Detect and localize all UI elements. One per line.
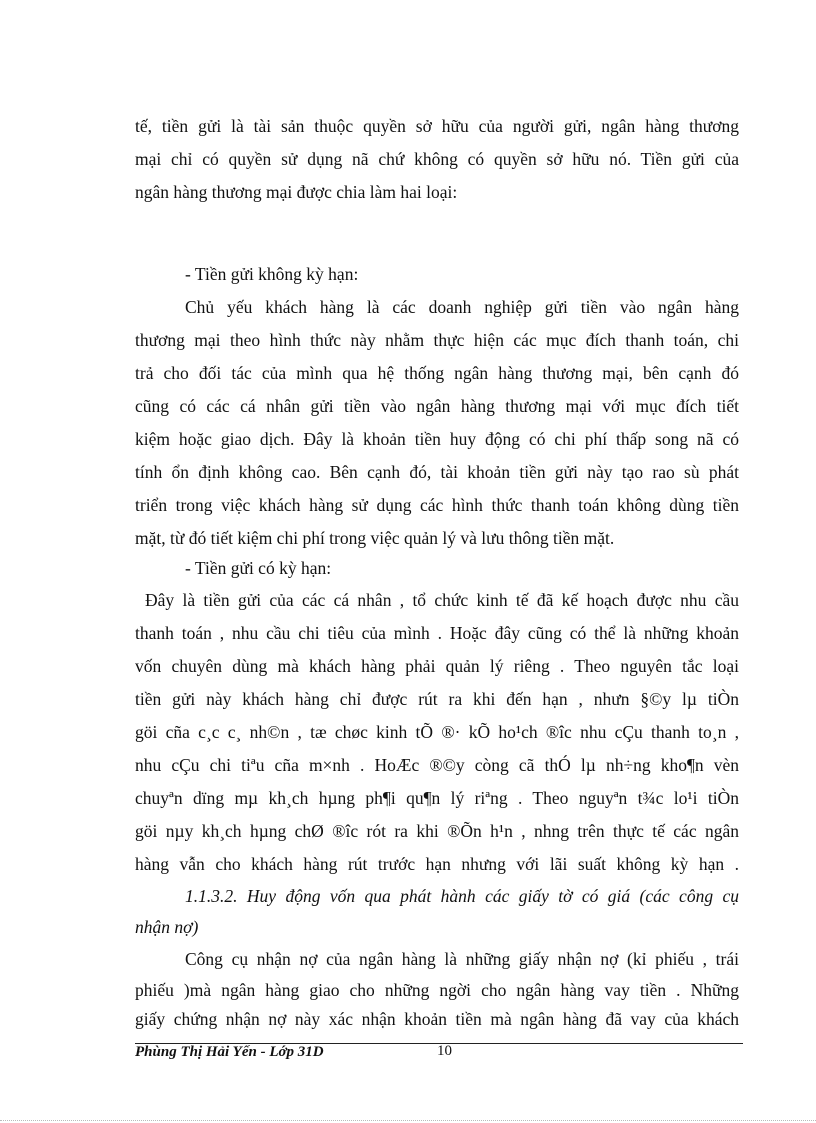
paragraph-line: göi nµy kh¸ch hµng chØ ®îc rót ra khi ®Õn h¹n , nhng trên thực tế các ngân [135,821,739,841]
page-number: 10 [437,1043,452,1059]
paragraph-line: thanh toán , nhu cầu chi tiêu của mình . Hoặc đây cũng có thể là những khoản [135,623,739,643]
paragraph-line: Chủ yếu khách hàng là các doanh nghiệp gửi tiền vào ngân hàng [185,297,739,317]
paragraph-line: tế, tiền gửi là tài sản thuộc quyền sở hữu của người gửi, ngân hàng thương [135,116,739,136]
footer-author: Phùng Thị Hải Yến - Lớp 31D [135,1044,324,1060]
paragraph-line: Đây là tiền gửi của các cá nhân , tổ chức kinh tế đã kế hoạch được nhu cầu [145,590,739,610]
page-bottom-border [0,1120,816,1121]
paragraph-line: tiền gửi này khách hàng chỉ được rút ra khi đến hạn , nhưn §©y lµ tiÒn [135,689,739,709]
paragraph-line: hàng vẫn cho khách hàng rút trước hạn nhưng với lãi suất không kỳ hạn . [135,854,739,874]
paragraph-line: giấy chứng nhận nợ này xác nhận khoản tiền mà ngân hàng đã vay của khách [135,1009,739,1029]
paragraph-line: Công cụ nhận nợ của ngân hàng là những giấy nhận nợ (kỉ phiếu , trái [185,949,739,969]
subsection-heading: 1.1.3.2. Huy động vốn qua phát hành các giấy tờ có giá (các công cụ [185,886,739,906]
paragraph-line: mại chỉ có quyền sử dụng nã chứ không có quyền sở hữu nó. Tiền gửi của [135,149,739,169]
paragraph-line: thương mại theo hình thức này nhằm thực hiện các mục đích thanh toán, chi [135,330,739,350]
paragraph-line: nhu cÇu chi tiªu cña m×nh . HoÆc ®©y còng cã thÓ lµ nh÷ng kho¶n vèn [135,755,739,775]
paragraph-line: chuyªn dïng mµ kh¸ch hµng ph¶i qu¶n lý riªng . Theo nguyªn t¾c lo¹i tiÒn [135,788,739,808]
section-heading-term-deposits: - Tiền gửi có kỳ hạn: [185,558,332,578]
paragraph-line: göi cña c¸c c¸ nh©n , tæ chøc kinh tÕ ®· kÕ ho¹ch ®îc nhu cÇu thanh to¸n , [135,722,739,742]
paragraph-line: triển trong việc khách hàng sử dụng các hình thức thanh toán không dùng tiền [135,495,739,515]
subsection-heading-continued: nhận nợ) [135,917,199,937]
paragraph-line: vốn chuyên dùng mà khách hàng phải quản lý riêng . Theo nguyên tắc loại [135,656,739,676]
paragraph-line: phiếu )mà ngân hàng giao cho những ngời cho ngân hàng vay tiền . Những [135,980,739,1000]
section-heading-demand-deposits: - Tiền gửi không kỳ hạn: [185,264,359,284]
paragraph-line: trả cho đối tác của mình qua hệ thống ngân hàng thương mại, bên cạnh đó [135,363,739,383]
paragraph-line: cũng có các cá nhân gửi tiền vào ngân hàng thương mại với mục đích tiết [135,396,739,416]
paragraph-line: kiệm hoặc giao dịch. Đây là khoản tiền huy động có chi phí thấp song nã có [135,429,739,449]
paragraph-line: tính ổn định không cao. Bên cạnh đó, tài khoản tiền gửi này tạo rao sù phát [135,462,739,482]
paragraph-line: mặt, từ đó tiết kiệm chi phí trong việc quản lý và lưu thông tiền mặt. [135,528,615,548]
paragraph-line: ngân hàng thương mại được chia làm hai loại: [135,182,458,202]
